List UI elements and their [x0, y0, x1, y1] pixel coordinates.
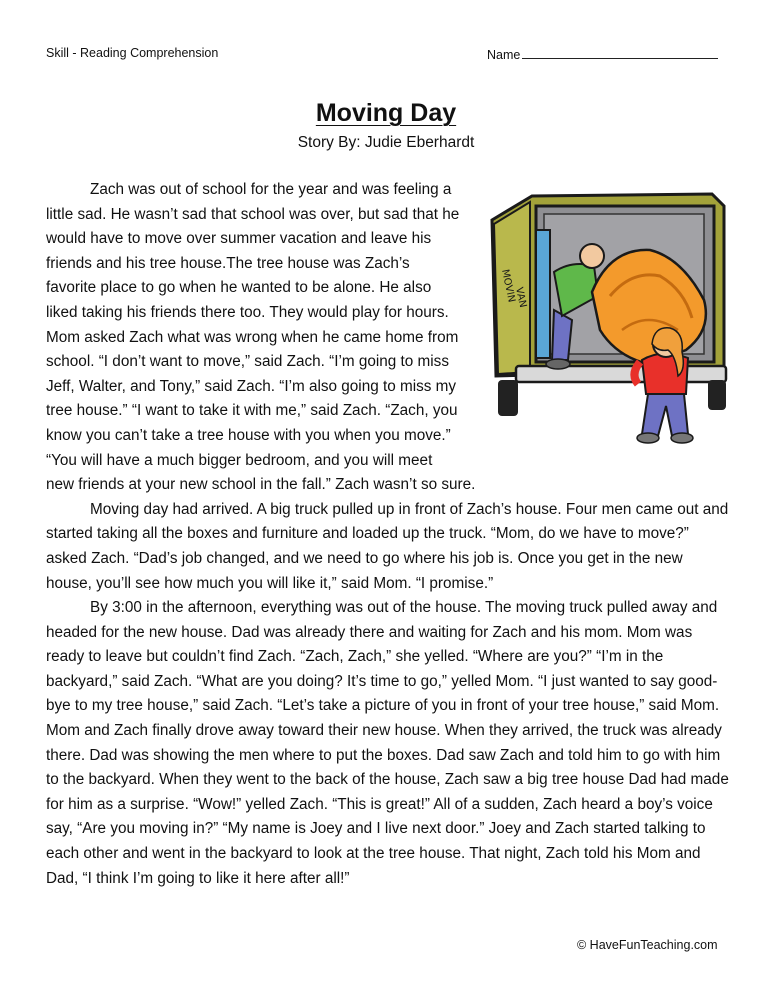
moving-van-drawing [472, 180, 734, 452]
story-body [46, 178, 730, 891]
moving-van-illustration [472, 180, 734, 452]
story-paragraph-2: Moving day had arrived. A big truck pulled up in front of Zach’s house. Four men came out and started taking all the boxes and furniture and loaded up the truck. “Mom, do we have to move?” asked Zach. “Dad’s job changed, and we need to go where his job is. Once you get in the new house, you’ll see how much you will like it,” said Mom. “I promise.” [46, 500, 729, 592]
truck-side-text-2: VAN [513, 286, 529, 309]
man-legs [552, 310, 572, 360]
skill-label: Skill - Reading Comprehension [46, 46, 219, 60]
man-head [580, 244, 604, 268]
copyright-footer: © HaveFunTeaching.com [577, 938, 718, 952]
name-field[interactable] [487, 46, 718, 62]
page-title: Moving Day [315, 99, 457, 127]
story-paragraph-1: Zach was out of school for the year and was feeling a little sad. He wasn’t sad that school was over, but sad that he would have to move over summer vacation and leave his friends and his tree house.The tree house was Zach’s favorite place to go when he wanted to be alone. He also liked taking his friends there too. They would play for hours. Mom asked Zach what was wrong when he came home from school. “I don’t want to move,” said Zach. “I’m going to miss Jeff, Walter, and Tony,” said Zach. “I’m also going to miss my tree house.” “I want to take it with me,” said Zach. “Zach, you know you can’t take a tree house with you when you move.” “You will have a much bigger bedroom, and you will meet new friends at your new school in the fall.” Zach wasn’t so sure. [46, 181, 476, 494]
truck-wheel-right [708, 380, 726, 410]
truck-wheel-left [498, 380, 518, 416]
name-blank-line[interactable] [522, 46, 718, 59]
story-paragraph-3: By 3:00 in the afternoon, everything was out of the house. The moving truck pulled away and headed for the new house. Dad was already there and waiting for Zach and his mom. Mom was ready to leave but couldn’t find Zach. “Zach, Zach,” she yelled. “Where are you?” “I’m in the backyard,” said Zach. “What are you doing? It’s time to go,” yelled Mom. “I just wanted to say good-bye to my tree house,” said Zach. “Let’s take a picture of you in front of your tree house,” said Mom. Mom and Zach finally drove away toward their new house. When they arrived, the truck was already there. Dad was showing the men where to put the boxes. Dad saw Zach and told him to go with him to the backyard. When they went to the back of the house, Zach saw a big tree house Dad had made for him as a surprise. “Wow!” yelled Zach. “This is great!” All of a sudden, Zach heard a boy’s voice say, “Are you moving in?” “My name is Joey and I live next door.” Joey and Zach started talking to each other and went in the backyard to look at the tree house. That night, Zach told his Mom and Dad, “I think I’m going to like it here after all!” [46, 599, 729, 887]
woman-pants [642, 394, 688, 436]
story-byline: Story By: Judie Eberhardt [297, 134, 475, 151]
name-label: Name [487, 48, 521, 62]
truck-side-text-1: MOVIN [499, 268, 517, 304]
